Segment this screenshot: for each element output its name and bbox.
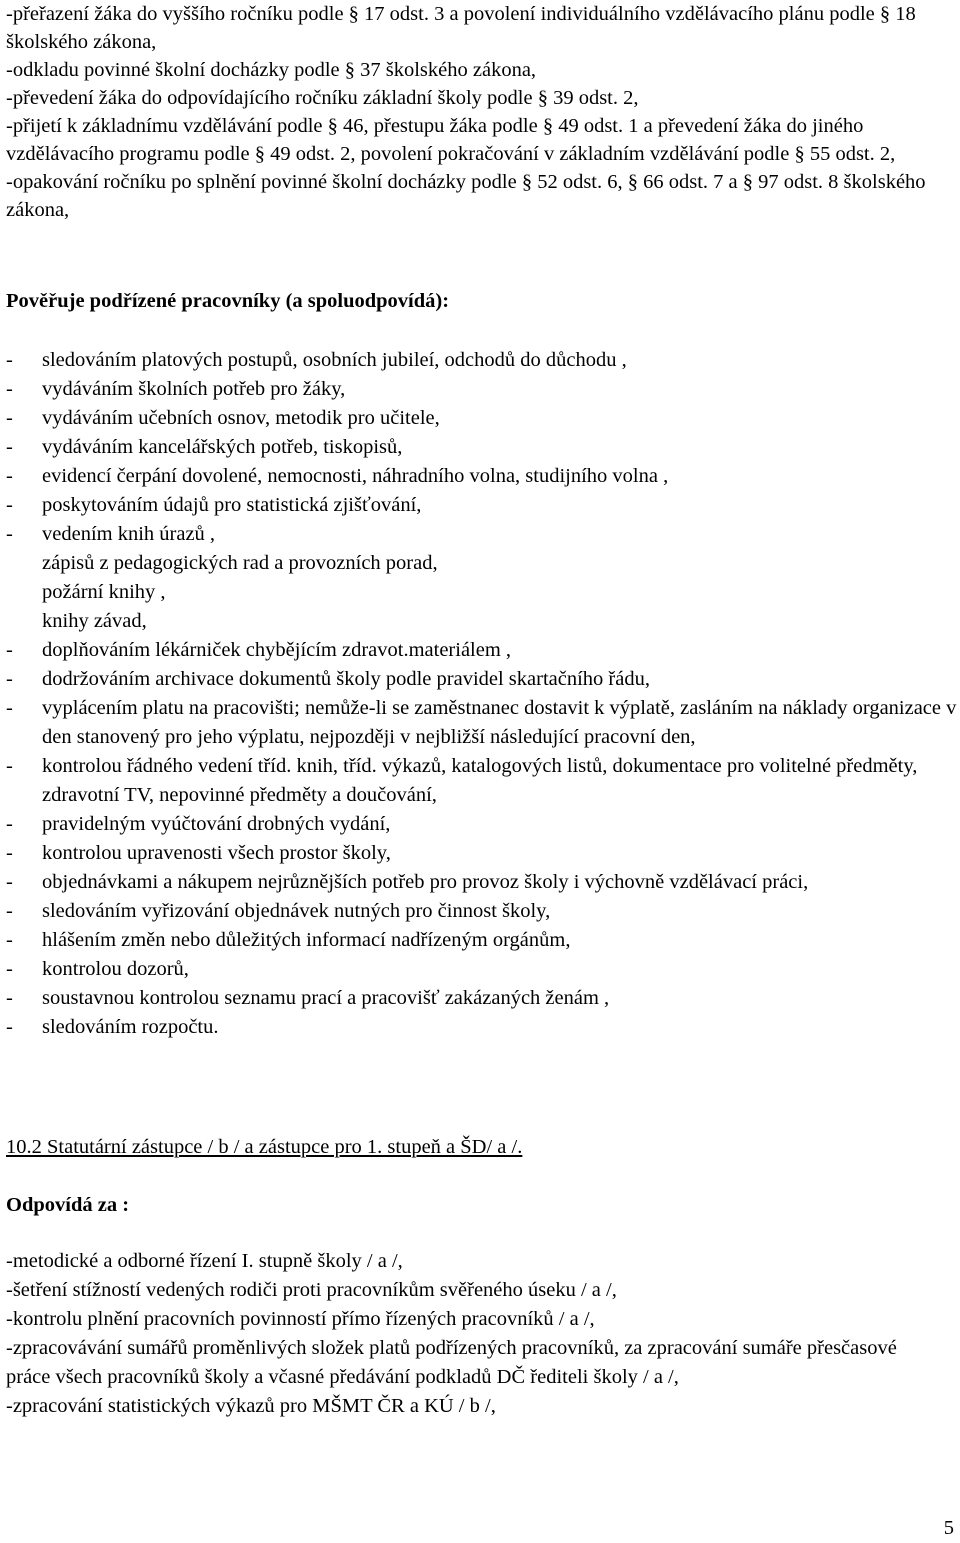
responsibility-item: -kontrolu plnění pracovních povinností přímo řízených pracovníků / a /, — [6, 1308, 595, 1330]
list-item-text: kontrolou upravenosti všech prostor školy, — [42, 842, 391, 864]
list-dash: - — [6, 407, 13, 429]
list-dash: - — [6, 958, 13, 980]
list-item — [6, 375, 958, 404]
list-item — [6, 1013, 958, 1042]
list-item — [6, 404, 958, 433]
list-item-text: pravidelným vyúčtování drobných vydání, — [42, 813, 391, 835]
list-item-text: poskytováním údajů pro statistická zjišťování, — [42, 494, 422, 516]
list-dash — [6, 549, 42, 578]
list-item — [6, 810, 958, 839]
intro-line: -přijetí k základnímu vzdělávání podle § 46, přestupu žáka podle § 49 odst. 1 a převedení žáka do jiného vzdělávacího programu podle § 49 odst. 2, povolení pokračování v základním vzdělávání podle § 55 odst. 2, — [6, 115, 896, 165]
list-dash — [6, 607, 42, 636]
list-item — [6, 549, 958, 578]
list-item-text: hlášením změn nebo důležitých informací nadřízeným orgánům, — [42, 929, 571, 951]
list-item-text: vydáváním učebních osnov, metodik pro učitele, — [42, 407, 440, 429]
list-item — [6, 868, 958, 897]
responsibility-item: -zpracovávání sumářů proměnlivých složek platů podřízených pracovníků, za zpracování sumáře přesčasové práce všech pracovníků školy a včasné předávání podkladů DČ řediteli školy / a /, — [6, 1337, 897, 1388]
heading-poveruje: Pověřuje podřízené pracovníky (a spoluodpovídá): — [6, 290, 450, 312]
list-dash: - — [6, 465, 13, 487]
list-item-text: zápisů z pedagogických rad a provozních porad, — [42, 552, 438, 574]
list-item-text: kontrolou dozorů, — [42, 958, 189, 980]
list-dash: - — [6, 697, 13, 719]
list-item — [6, 897, 958, 926]
list-dash: - — [6, 842, 13, 864]
intro-line: -odkladu povinné školní docházky podle § 37 školského zákona, — [6, 59, 537, 81]
list-dash: - — [6, 1016, 13, 1038]
list-item — [6, 636, 958, 665]
list-item-text: kontrolou řádného vedení tříd. knih, tříd. výkazů, katalogových listů, dokumentace pro volitelné předměty, zdravotní TV, nepovinné předměty a doučování, — [42, 755, 918, 806]
intro-line: -opakování ročníku po splnění povinné školní docházky podle § 52 odst. 6, § 66 odst. 7 a § 97 odst. 8 školského zákona, — [6, 171, 926, 221]
list-item-text: vydáváním kancelářských potřeb, tiskopisů, — [42, 436, 403, 458]
list-item — [6, 694, 958, 752]
list-dash: - — [6, 523, 13, 545]
list-item-text: knihy závad, — [42, 610, 147, 632]
list-dash: - — [6, 755, 13, 777]
list-dash: - — [6, 929, 13, 951]
intro-line: -převedení žáka do odpovídajícího ročníku základní školy podle § 39 odst. 2, — [6, 87, 639, 109]
list-item-text: objednávkami a nákupem nejrůznějších potřeb pro provoz školy i výchovně vzdělávací práci, — [42, 871, 809, 893]
responsibility-item: -zpracování statistických výkazů pro MŠMT ČR a KÚ / b /, — [6, 1395, 496, 1417]
list-item-text: evidencí čerpání dovolené, nemocnosti, náhradního volna, studijního volna , — [42, 465, 669, 487]
page-number: 5 — [943, 1517, 954, 1539]
list-dash: - — [6, 871, 13, 893]
list-dash: - — [6, 813, 13, 835]
list-item — [6, 839, 958, 868]
list-dash: - — [6, 378, 13, 400]
list-item-text: sledováním vyřizování objednávek nutných pro činnost školy, — [42, 900, 551, 922]
list-item — [6, 578, 958, 607]
list-dash: - — [6, 900, 13, 922]
intro-line: -přeřazení žáka do vyššího ročníku podle § 17 odst. 3 a povolení individuálního vzdělávacího plánu podle § 18 školského zákona, — [6, 3, 916, 53]
list-item — [6, 752, 958, 810]
list-item — [6, 433, 958, 462]
section-title: 10.2 Statutární zástupce / b / a zástupce pro 1. stupeň a ŠD/ a /. — [6, 1136, 523, 1158]
list-dash: - — [6, 639, 13, 661]
list-item — [6, 491, 958, 520]
list-dash: - — [6, 494, 13, 516]
list-dash: - — [6, 668, 13, 690]
list-item — [6, 926, 958, 955]
responsibility-item: -šetření stížností vedených rodiči proti pracovníkům svěřeného úseku / a /, — [6, 1279, 617, 1301]
list-item — [6, 346, 958, 375]
list-item — [6, 984, 958, 1013]
list-item — [6, 462, 958, 491]
list-item-text: doplňováním lékárniček chybějícím zdravot.materiálem , — [42, 639, 512, 661]
heading-odpovida: Odpovídá za : — [6, 1194, 130, 1216]
task-list — [6, 346, 958, 1042]
list-item — [6, 607, 958, 636]
list-dash: - — [6, 987, 13, 1009]
list-item-text: dodržováním archivace dokumentů školy podle pravidel skartačního řádu, — [42, 668, 650, 690]
responsibility-item: -metodické a odborné řízení I. stupně školy / a /, — [6, 1250, 403, 1272]
list-dash — [6, 578, 42, 607]
list-dash: - — [6, 349, 13, 371]
list-item-text: vedením knih úrazů , — [42, 523, 216, 545]
list-item — [6, 520, 958, 549]
list-item-text: sledováním rozpočtu. — [42, 1016, 219, 1038]
list-item-text: vyplácením platu na pracovišti; nemůže-li se zaměstnanec dostavit k výplatě, zasláním na náklady organizace v den stanovený pro jeho výplatu, nejpozději v nejbližší následující pracovní den, — [42, 697, 957, 748]
responsibility-list — [6, 1247, 946, 1421]
intro-list — [6, 0, 958, 224]
list-item-text: vydáváním školních potřeb pro žáky, — [42, 378, 346, 400]
list-item-text: sledováním platových postupů, osobních jubileí, odchodů do důchodu , — [42, 349, 627, 371]
list-item — [6, 665, 958, 694]
list-item — [6, 955, 958, 984]
list-dash: - — [6, 436, 13, 458]
list-item-text: soustavnou kontrolou seznamu prací a pracovišť zakázaných ženám , — [42, 987, 610, 1009]
list-item-text: požární knihy , — [42, 581, 166, 603]
